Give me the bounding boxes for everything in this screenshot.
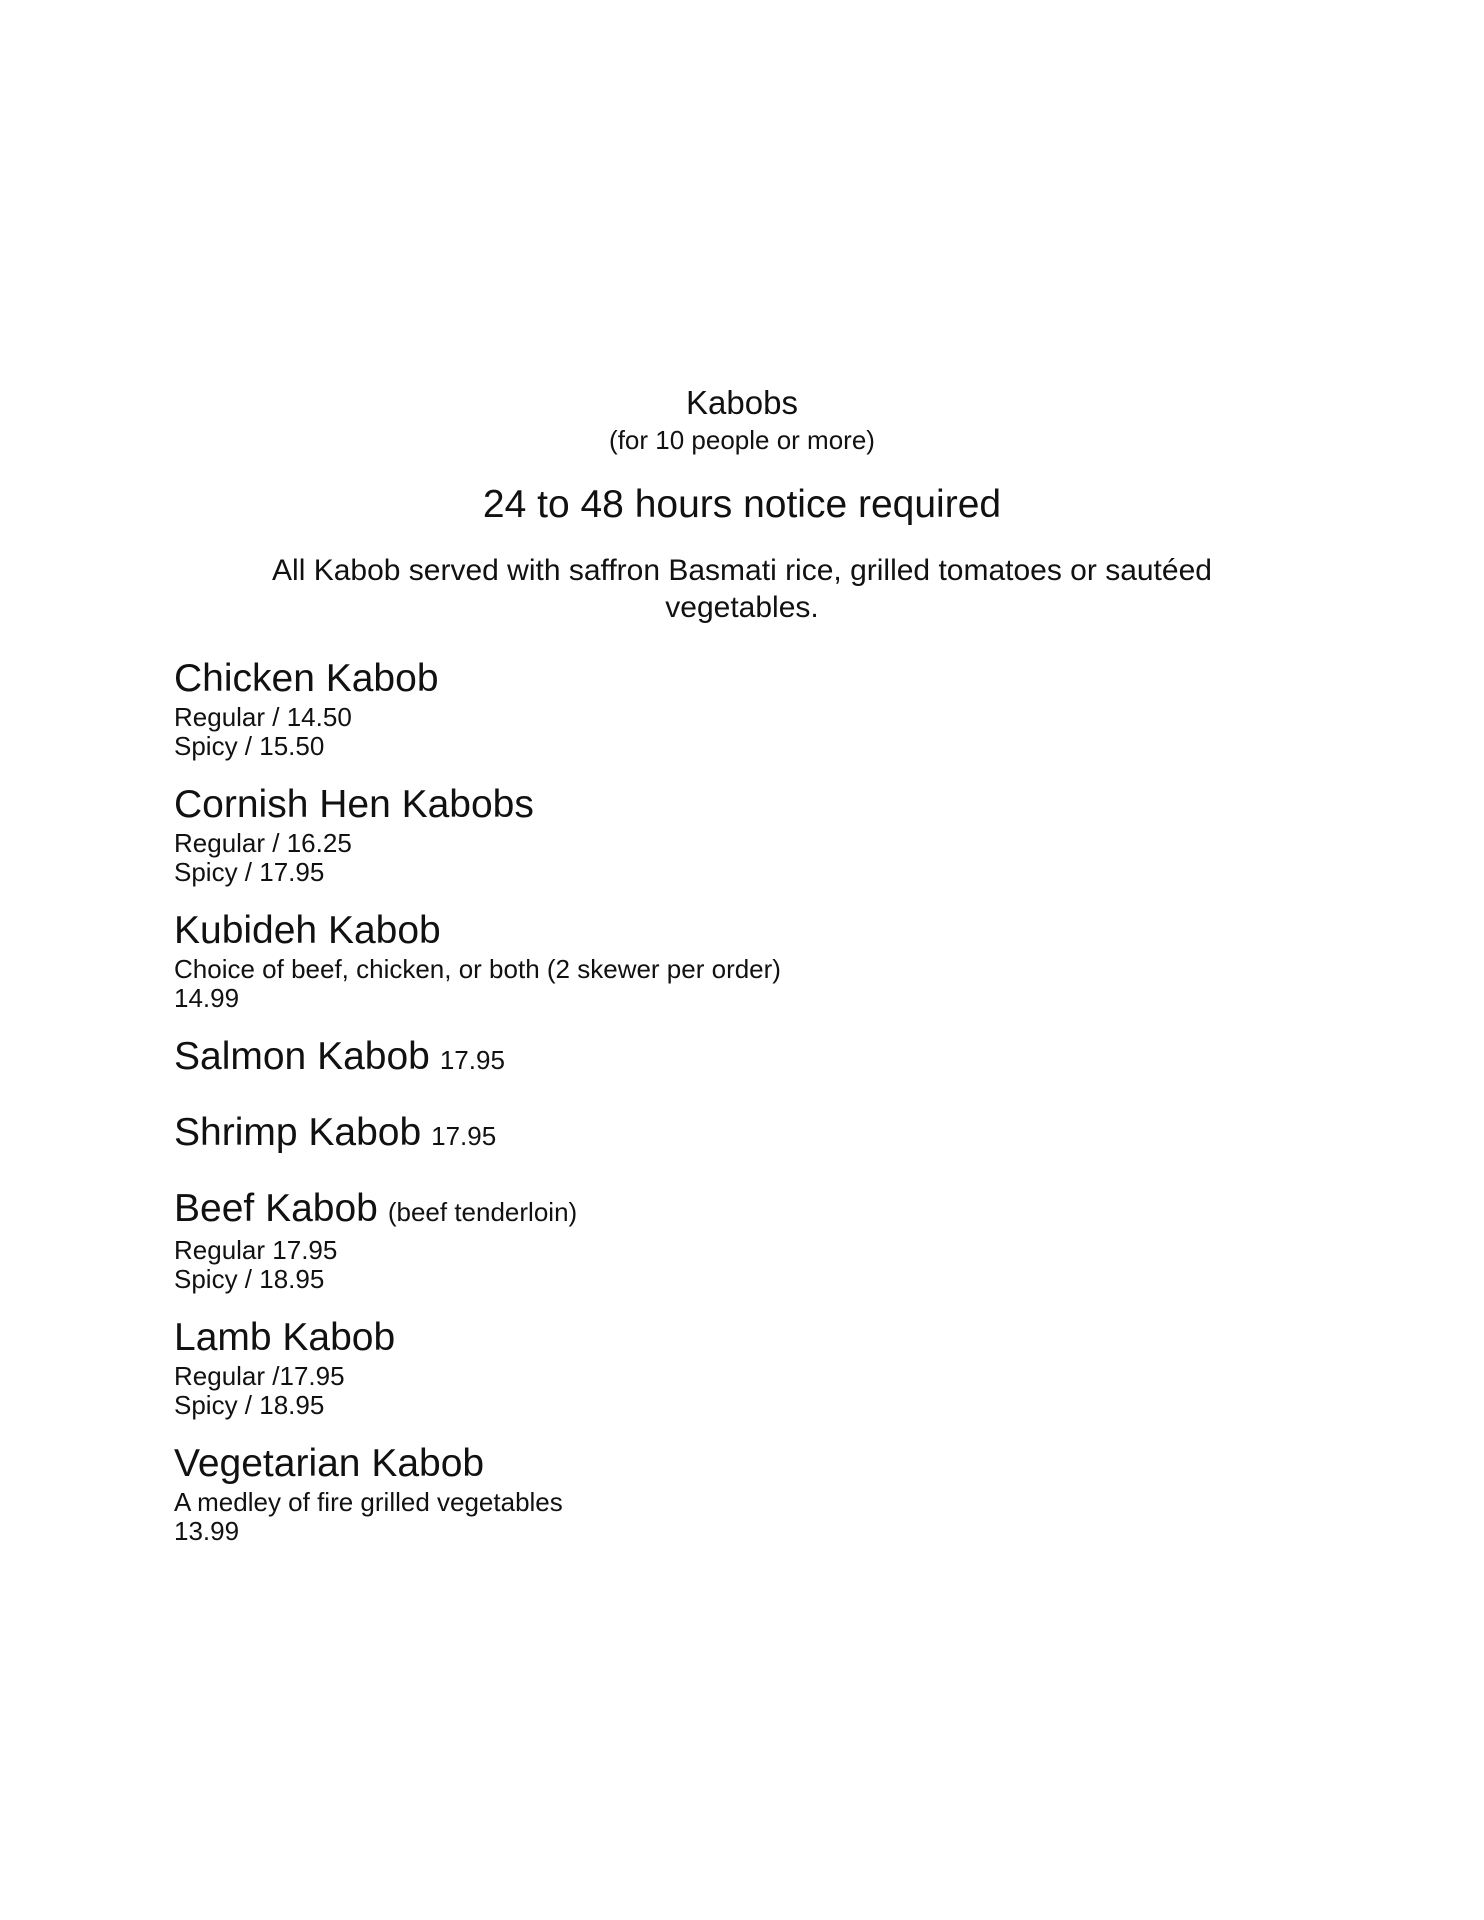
item-price-line: Regular /17.95 [174, 1361, 345, 1391]
page-title: Kabobs [686, 384, 798, 421]
menu-list [174, 655, 1324, 1566]
menu-item-salmon-kabob [174, 1033, 1324, 1084]
item-name: Beef Kabob [174, 1187, 378, 1230]
menu-item-chicken-kabob [174, 655, 1324, 761]
item-price-line: 14.99 [174, 983, 240, 1013]
item-name: Vegetarian Kabob [174, 1442, 485, 1485]
item-price: 17.95 [431, 1121, 497, 1151]
item-price-line: Regular 17.95 [174, 1235, 338, 1265]
item-description: Choice of beef, chicken, or both (2 skewer per order) [174, 954, 781, 984]
menu-item-kubideh-kabob [174, 907, 1324, 1013]
menu-item-lamb-kabob [174, 1314, 1324, 1420]
item-price-line: Regular / 16.25 [174, 828, 352, 858]
item-note: (beef tenderloin) [387, 1197, 578, 1227]
item-name: Cornish Hen Kabobs [174, 783, 534, 826]
item-price: 17.95 [439, 1045, 505, 1075]
intro-text: All Kabob served with saffron Basmati rice, grilled tomatoes or sautéed vegetables. [272, 554, 1212, 624]
menu-item-cornish-hen-kabobs [174, 781, 1324, 887]
item-price-line: Spicy / 18.95 [174, 1264, 325, 1294]
item-name: Salmon Kabob [174, 1035, 430, 1078]
item-price-line: Spicy / 15.50 [174, 731, 325, 761]
menu-item-shrimp-kabob [174, 1109, 1324, 1160]
item-name: Shrimp Kabob [174, 1111, 422, 1154]
item-price-line: Spicy / 18.95 [174, 1390, 325, 1420]
item-name: Kubideh Kabob [174, 909, 441, 952]
item-name: Chicken Kabob [174, 657, 439, 700]
item-price-line: 13.99 [174, 1516, 240, 1546]
menu-item-beef-kabob [174, 1185, 1324, 1294]
page-subtitle: (for 10 people or more) [609, 425, 875, 455]
item-price-line: Spicy / 17.95 [174, 857, 325, 887]
menu-item-vegetarian-kabob [174, 1440, 1324, 1546]
item-price-line: Regular / 14.50 [174, 702, 352, 732]
item-name: Lamb Kabob [174, 1316, 396, 1359]
notice-heading: 24 to 48 hours notice required [482, 483, 1002, 526]
item-description: A medley of fire grilled vegetables [174, 1487, 563, 1517]
